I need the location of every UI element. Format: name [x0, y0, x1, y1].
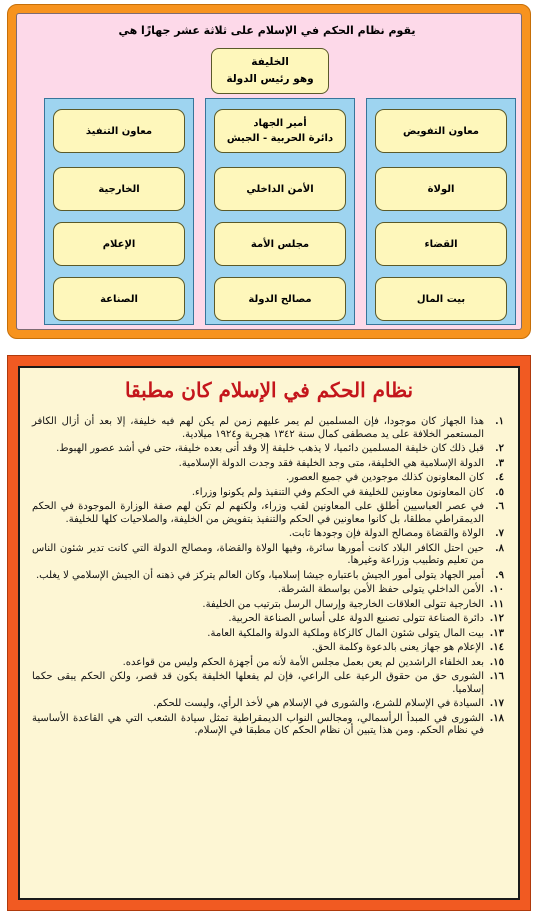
list-item — [32, 501, 504, 526]
point-text: الشورى في المبدأ الرأسمالي، ومجالس النواب الديمقراطية تمثل سيادة الشعب التي هي القاعدة الأساسية في نظام الحكم. ومن هذا يتبين أن نظام الحكم كان مطبقا في الإسلام. — [32, 712, 484, 736]
organ-box-ummah-council — [214, 222, 346, 266]
point-number: ٧. — [495, 528, 504, 539]
organ-column-middle — [205, 98, 355, 325]
point-text: بعد الخلفاء الراشدين لم يعن بعمل مجلس الأمة لأنه من أجهزة الحكم وليس من قواعده. — [122, 656, 484, 668]
organ-box-media — [53, 222, 185, 266]
point-text: بيت المال يتولى شئون المال كالزكاة وملكية الدولة والملكية العامة. — [207, 627, 484, 639]
point-number: ٣. — [495, 457, 504, 469]
organ-box-amir-of-jihad — [214, 109, 346, 153]
organ-column-left — [44, 98, 194, 325]
organ-column-right — [366, 98, 516, 325]
organ-label: الولاة — [427, 183, 455, 195]
organ-box-internal-security — [214, 167, 346, 211]
organ-box-executive-assistant — [53, 109, 185, 153]
organ-box-state-departments — [214, 277, 346, 321]
list-item — [32, 472, 504, 485]
list-item — [32, 487, 504, 500]
point-number: ٤. — [495, 472, 504, 483]
point-text: الدولة الإسلامية هي الخليفة، متى وجد الخليفة فقد وجدت الدولة الإسلامية. — [178, 457, 484, 469]
point-text: قبل ذلك كان خليفة المسلمين دائميا، لا يذهب خليفة إلا وقد أتى بعده خليفة، حتى في أشد عصور الهبوط. — [56, 443, 484, 454]
organ-label: الخارجية — [98, 183, 140, 195]
organ-label: مصالح الدولة — [248, 293, 312, 305]
list-item — [32, 698, 504, 711]
list-item — [32, 657, 504, 670]
caliph-box — [211, 48, 329, 94]
points-list — [32, 416, 504, 740]
point-text: هذا الجهاز كان موجودا، فإن المسلمين لم يمر عليهم زمن لم يكن لهم فيه خليفة، إلا بعد أن أزال الكافر المستعمر الخلافة على يد مصطفى كمال سنة ١٣٤٢ هجرية و١٩٢٤ ميلادية. — [32, 416, 484, 440]
list-item — [32, 642, 504, 655]
point-number: ١٦. — [489, 671, 504, 682]
organ-label: الصناعة — [100, 293, 138, 305]
point-number: ٥. — [495, 486, 504, 498]
text-panel — [7, 355, 531, 911]
list-item — [32, 528, 504, 541]
point-number: ١. — [495, 416, 504, 427]
diagram-background — [16, 13, 522, 330]
point-number: ١٧. — [489, 698, 504, 709]
organ-box-industry — [53, 277, 185, 321]
organ-box-judiciary — [375, 222, 507, 266]
list-item — [32, 599, 504, 612]
point-number: ١٤. — [489, 642, 504, 653]
organ-label: معاون التفويض — [403, 125, 479, 137]
list-item — [32, 543, 504, 568]
organ-label: القضاء — [424, 238, 458, 250]
caliph-subtitle: وهو رئيس الدولة — [226, 73, 314, 85]
point-text: الولاة والقضاة ومصالح الدولة فإن وجودها ثابت. — [288, 528, 484, 539]
point-text: دائرة الصناعة تتولى تصنيع الدولة على أساس الصناعة الحربية. — [228, 613, 484, 624]
list-item — [32, 628, 504, 641]
point-text: الخارجية تتولى العلاقات الخارجية وإرسال الرسل بترتيب من الخليفة. — [202, 598, 484, 610]
organ-box-treasury — [375, 277, 507, 321]
list-item — [32, 613, 504, 626]
caliph-title: الخليفة — [251, 56, 289, 68]
point-number: ١٠. — [489, 584, 504, 595]
point-number: ١٥. — [489, 656, 504, 668]
point-text: كان المعاونون كذلك موجودين في جميع العصور. — [286, 472, 484, 483]
organ-label: الإعلام — [102, 238, 136, 250]
point-text: في عصر العباسيين أطلق على المعاونين لقب وزراء، ولكنهم لم تكن لهم صفة الوزارة الموجودة في الحكم الديمقراطي مطلقا، بل كانوا معاونين في الحكم والتنفيذ بتفويض من الخليفة، والصلاحيات كلها للخليفة. — [32, 501, 484, 525]
point-number: ١٨. — [489, 712, 504, 724]
point-text: السيادة في الإسلام للشرع، والشورى في الإسلام هي لأخذ الرأي، وليست للحكم. — [153, 698, 484, 709]
organ-label: الأمن الداخلي — [246, 183, 314, 195]
list-item — [32, 671, 504, 696]
list-item — [32, 713, 504, 738]
text-panel-body — [18, 366, 520, 900]
list-item — [32, 584, 504, 597]
list-item — [32, 570, 504, 583]
point-text: الشورى حق من حقوق الرعية على الراعي، فإن لم يفعلها الخليفة يكون قد قصر، ولكن الحكم يبقى حكما إسلاميا. — [32, 671, 484, 695]
list-item — [32, 443, 504, 456]
point-number: ١١. — [489, 598, 504, 610]
point-number: ١٢. — [489, 613, 504, 624]
organ-box-delegated-assistant — [375, 109, 507, 153]
organ-sublabel: دائرة الحربية - الجيش — [226, 133, 334, 144]
organ-label: معاون التنفيذ — [85, 125, 153, 137]
list-item — [32, 416, 504, 441]
point-text: الإعلام هو جهاز يعنى بالدعوة وكلمة الحق. — [311, 642, 484, 653]
point-text: الأمن الداخلي يتولى حفظ الأمن بواسطة الشرطة. — [277, 584, 484, 595]
point-text: كان المعاونون معاونين للخليفة في الحكم وفي التنفيذ ولم يكونوا وزراء. — [191, 486, 484, 498]
point-number: ٨. — [495, 542, 504, 554]
point-number: ٢. — [495, 443, 504, 454]
diagram-heading: يقوم نظام الحكم في الإسلام على ثلاثة عشر جهازًا هي — [118, 24, 416, 37]
point-text: حين احتل الكافر البلاد كانت أمورها سائرة، وفيها الولاة والقضاة، ومصالح الدولة التي كانت تدير شئون الناس من تعليم وتطبيب وزراعة وغيرها. — [32, 542, 484, 566]
list-item — [32, 458, 504, 471]
panel-title: نظام الحكم في الإسلام كان مطبقا — [124, 378, 414, 402]
point-text: أمير الجهاد يتولى أمور الجيش باعتباره جيشا إسلاميا، وكان العالم يتركز في ذهنه أن الجيش الإسلامي لا يغلب. — [35, 569, 484, 581]
point-number: ٦. — [495, 501, 504, 512]
organ-label: بيت المال — [416, 293, 466, 305]
organ-label: أمير الجهاد — [253, 118, 307, 129]
organ-label: مجلس الأمة — [250, 238, 310, 250]
government-structure-diagram — [7, 4, 531, 339]
organ-box-foreign-affairs — [53, 167, 185, 211]
point-number: ١٣. — [489, 627, 504, 639]
point-number: ٩. — [495, 569, 504, 581]
organ-box-governors — [375, 167, 507, 211]
